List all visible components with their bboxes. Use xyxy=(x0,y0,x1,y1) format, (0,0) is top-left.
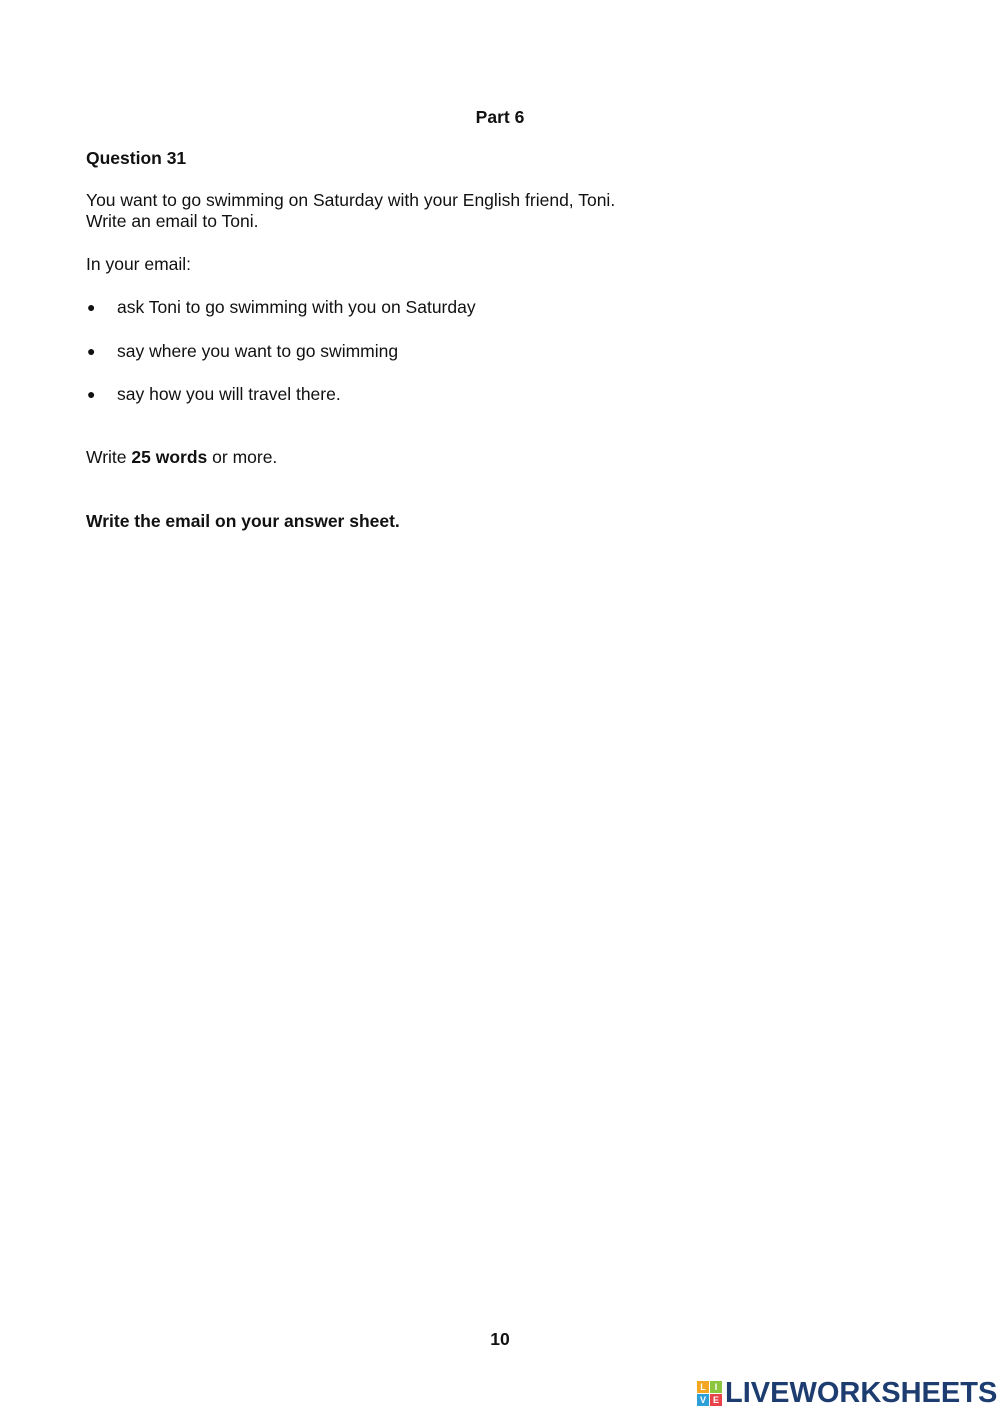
word-count-suffix: or more. xyxy=(212,447,278,467)
bullet-dot-icon: ● xyxy=(87,299,96,315)
bullet-item xyxy=(86,341,398,362)
bullet-dot-icon: ● xyxy=(87,343,96,359)
logo-grid-cell: E xyxy=(710,1394,722,1406)
logo-grid-cell: L xyxy=(697,1381,709,1393)
bullet-text: say where you want to go swimming xyxy=(117,341,399,361)
bullet-dot-icon: ● xyxy=(87,386,96,402)
bullet-text: say how you will travel there. xyxy=(117,384,341,404)
part-title: Part 6 xyxy=(475,107,525,127)
bullet-text: ask Toni to go swimming with you on Saturday xyxy=(117,297,476,317)
logo-grid-icon xyxy=(697,1381,722,1406)
word-count-number: 25 words xyxy=(131,447,208,467)
logo-text: LIVEWORKSHEETS xyxy=(725,1376,998,1409)
logo-grid-cell: V xyxy=(697,1394,709,1406)
question-title: Question 31 xyxy=(86,148,187,168)
intro-line-2: Write an email to Toni. xyxy=(86,211,259,231)
bullet-item xyxy=(86,384,341,405)
logo-grid-cell: I xyxy=(710,1381,722,1393)
intro-line-1: You want to go swimming on Saturday with your English friend, Toni. xyxy=(86,190,616,210)
answer-sheet-instruction: Write the email on your answer sheet. xyxy=(86,511,400,531)
word-count-prefix: Write xyxy=(86,447,127,467)
task-intro xyxy=(86,190,615,232)
word-count-instruction xyxy=(86,447,277,468)
bullet-lead-in: In your email: xyxy=(86,254,192,274)
bullet-item xyxy=(86,297,476,318)
liveworksheets-logo[interactable] xyxy=(697,1377,997,1409)
page-number: 10 xyxy=(490,1329,510,1349)
